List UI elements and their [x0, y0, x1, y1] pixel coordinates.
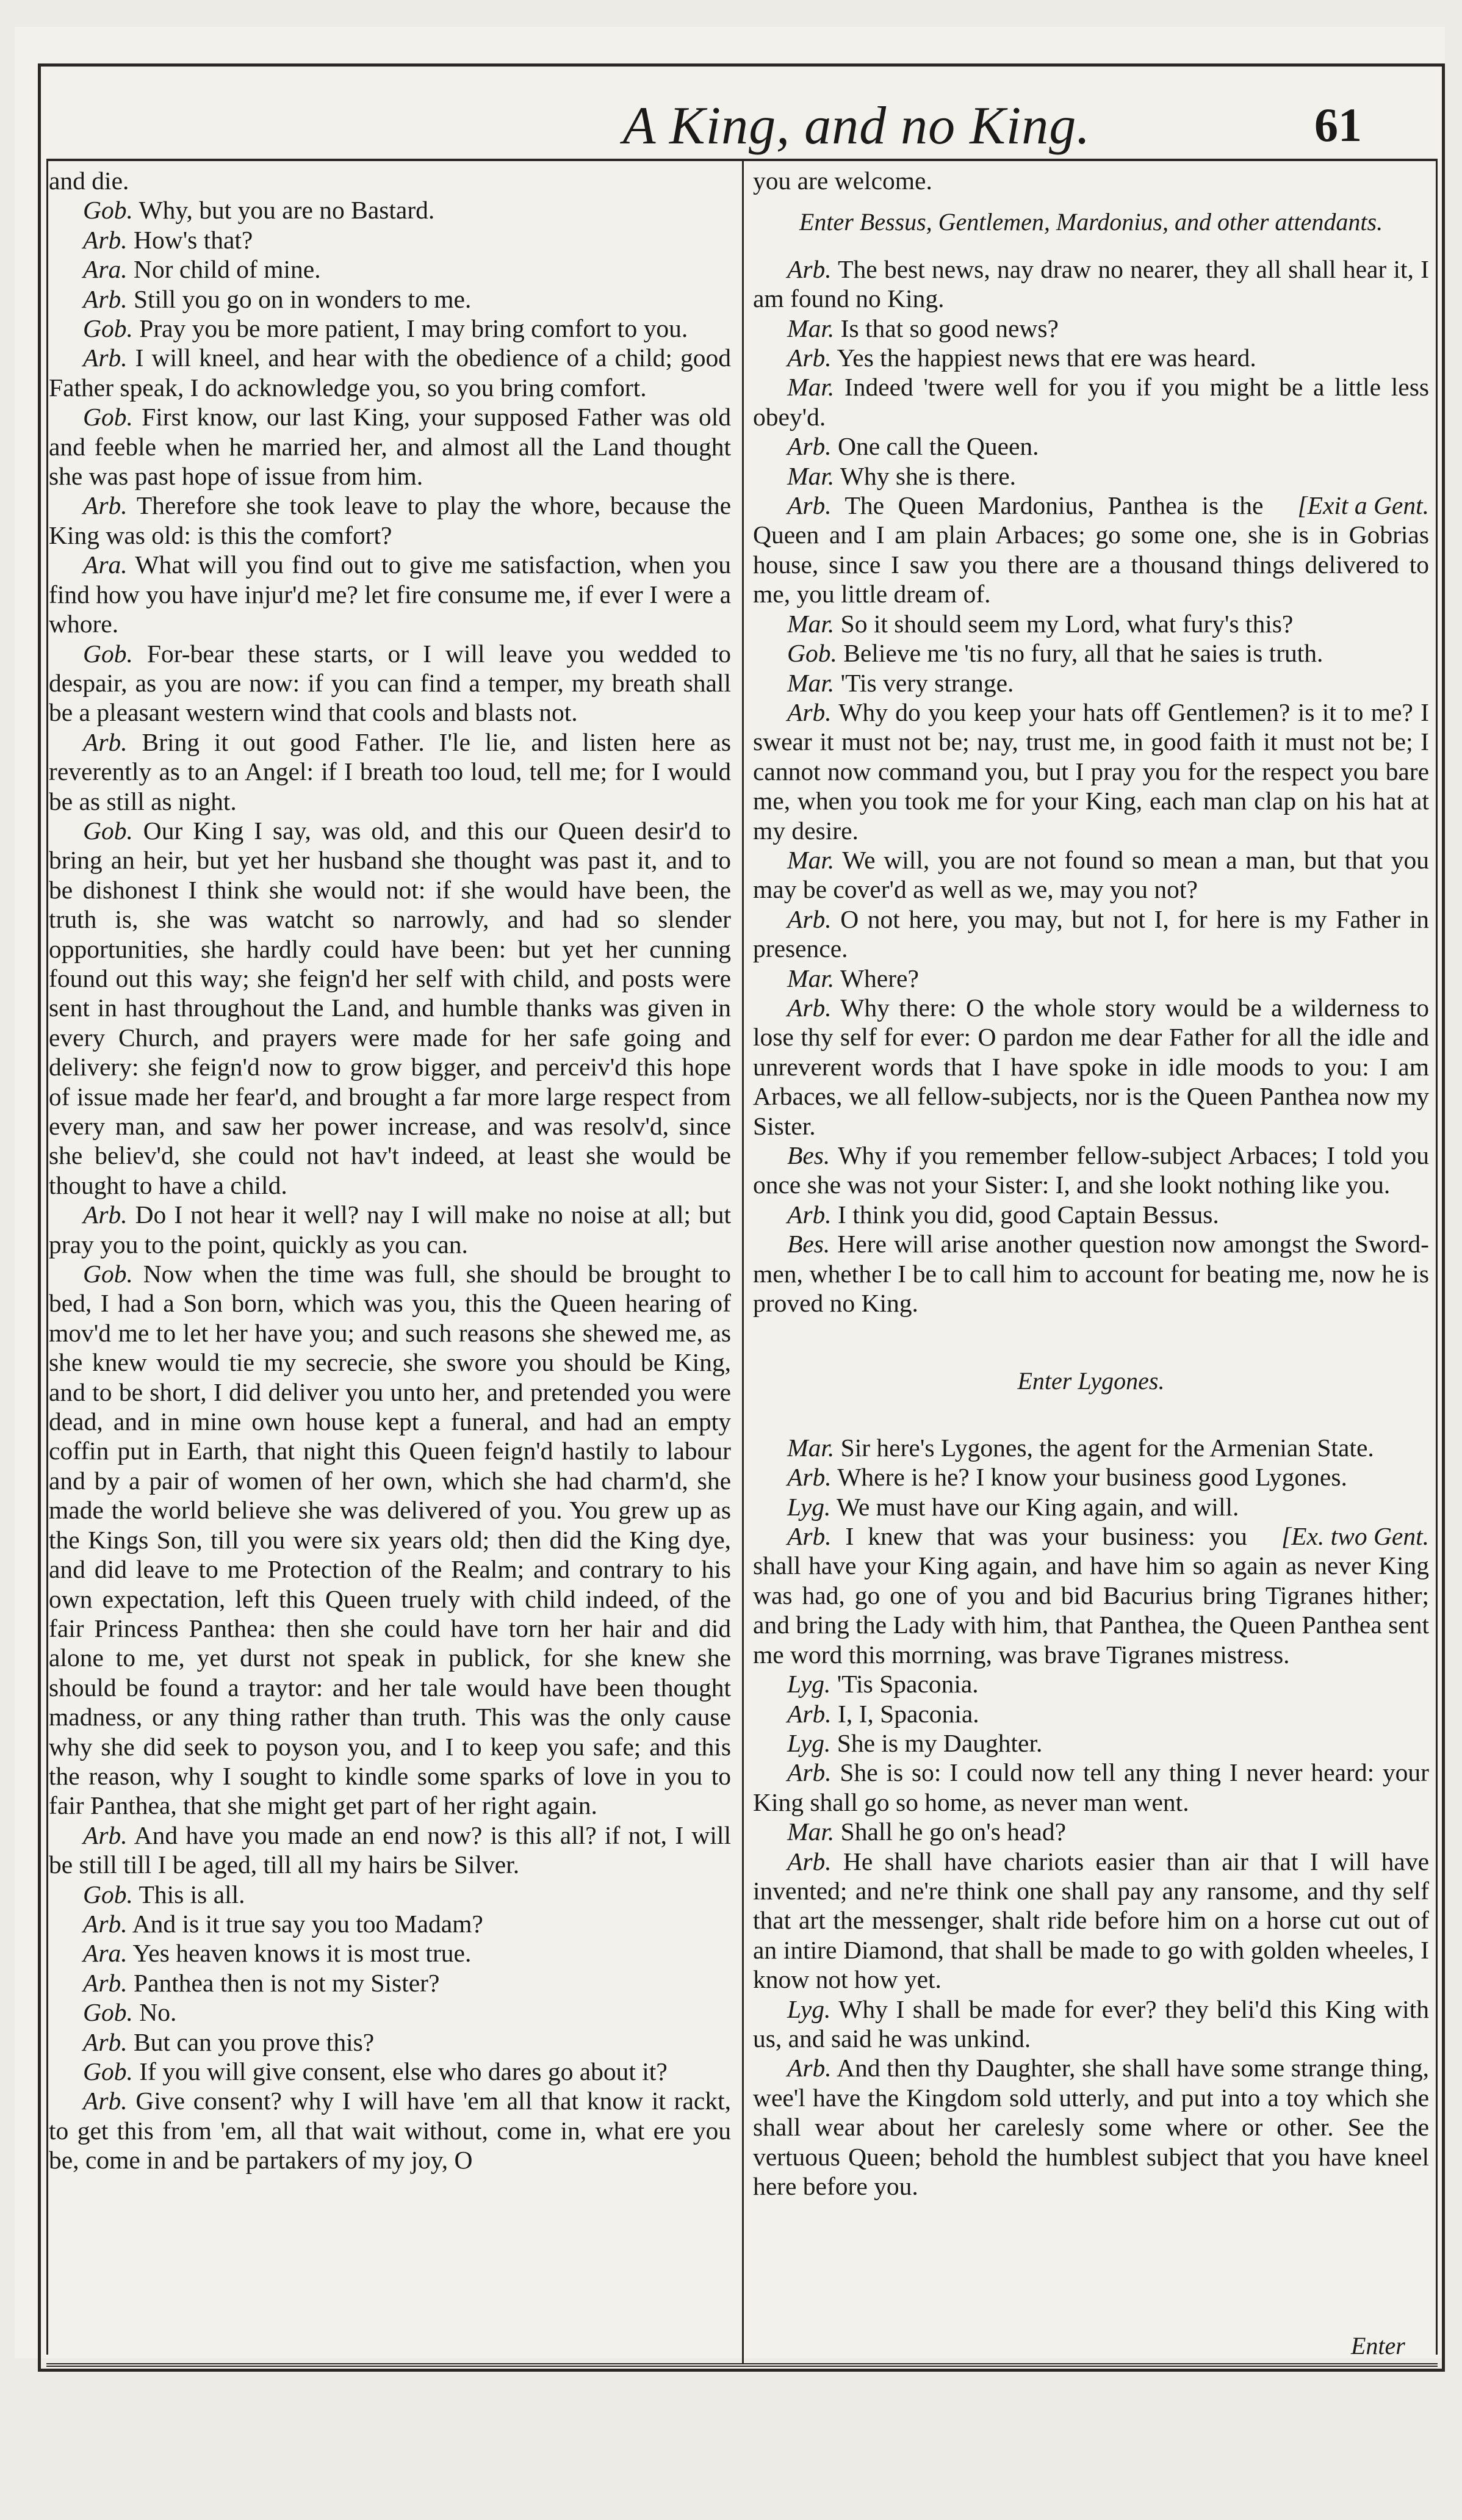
speaker-prefix: Arb. — [83, 225, 128, 254]
speech-line — [49, 639, 731, 727]
speech-line — [753, 1699, 1429, 1728]
speech-line — [49, 1998, 731, 2027]
speaker-prefix: Mar. — [787, 964, 835, 992]
speech-line — [49, 314, 731, 343]
speech-text: Do I not hear it well? nay I will make no noise at all; but pray you to the point, quickly as you can. — [49, 1200, 731, 1258]
speaker-prefix: Lyg. — [787, 1670, 831, 1699]
speech-text: Our King I say, was old, and this our Queen desir'd to bring an heir, but yet her husband she thought was past it, and to be dishonest I think she would not: if she would have been, the truth is, she was watcht so narrowly, and had so slender opportunities, she hardly could have been: but yet her cunning found out this way; she feign'd her self with child, and posts were sent in hast throughout the Land, and humble thanks was given in every Church, and prayers were made for her safe going and delivery: she feign'd now to grow bigger, and perceiv'd this hope of issue made her fear'd, and brought a far more large respect from every man, and saw her power increase, and was resolv'd, since she believ'd, she could not hav't indeed, at least she would be thought to have a child. — [49, 816, 731, 1199]
speech-text: O not here, you may, but not I, for here is my Father in presence. — [753, 904, 1429, 963]
continuation-line: you are welcome. — [753, 167, 932, 195]
speaker-prefix: Mar. — [787, 461, 835, 490]
speech-text: I knew that was your business: you shall have your King again, and have him so again as never King was had, go one of you and bid Bacurius bring Tigranes hither; and bring the Lady with him, that Panthea, the Queen Panthea sent me word this morrning, was brave Tigranes mistress. — [753, 1522, 1429, 1669]
speaker-prefix: Arb. — [787, 2054, 832, 2082]
speaker-prefix: Arb. — [787, 993, 832, 1022]
speech-text: I will kneel, and hear with the obedience of a child; good Father speak, I do acknowledge you, so you bring comfort. — [49, 344, 731, 402]
speaker-prefix: Mar. — [787, 668, 835, 697]
speaker-prefix: Arb. — [83, 1200, 128, 1229]
stage-direction: Enter Lygones. — [1017, 1367, 1165, 1395]
speaker-prefix: Gob. — [83, 1998, 133, 2027]
speech-block — [753, 255, 1429, 1318]
speech-text: Still you go on in wonders to me. — [127, 284, 472, 313]
speech-text: But can you prove this? — [127, 2027, 375, 2056]
exit-direction: [Exit a Gent. — [1297, 491, 1429, 520]
speech-text: Bring it out good Father. I'le lie, and listen here as reverently as to an Angel: if I breath too loud, tell me; for I would be as still as night. — [49, 727, 731, 815]
speaker-prefix: Mar. — [787, 314, 835, 342]
speech-text: 'Tis Spaconia. — [830, 1670, 979, 1699]
speech-text: Yes the happiest news that ere was heard. — [831, 344, 1256, 372]
speech-line — [49, 1200, 731, 1259]
speech-text: Panthea then is not my Sister? — [127, 1968, 440, 1997]
speech-line — [753, 1669, 1429, 1699]
speaker-prefix: Arb. — [83, 1821, 128, 1849]
speaker-prefix: Mar. — [787, 1433, 835, 1462]
running-title: A King, and no King. — [622, 96, 1091, 156]
speech-line — [49, 284, 731, 314]
footer-rule — [46, 2363, 1438, 2367]
speaker-prefix: Bes. — [787, 1141, 830, 1169]
speaker-prefix: Ara. — [83, 255, 128, 284]
speech-line — [753, 491, 1429, 609]
speech-text: and die. — [49, 167, 129, 195]
speech-line — [753, 698, 1429, 845]
speaker-prefix: Gob. — [83, 1880, 133, 1908]
speaker-prefix: Arb. — [83, 344, 128, 372]
speech-text: Is that so good news? — [834, 314, 1059, 342]
speaker-prefix: Mar. — [787, 373, 835, 402]
speech-text: If you will give consent, else who dares go about it? — [132, 2057, 668, 2085]
speech-line — [753, 1522, 1429, 1669]
speech-line — [49, 1909, 731, 1938]
speech-text: What will you find out to give me satisfaction, when you find how you have injur'd me? let fire consume me, if ever I were a whore. — [49, 551, 731, 638]
speech-line — [753, 904, 1429, 964]
speech-text: No. — [132, 1998, 177, 2027]
speech-line — [753, 2053, 1429, 2201]
speaker-prefix: Arb. — [787, 1463, 832, 1492]
speech-line — [49, 1968, 731, 1998]
speech-line — [49, 491, 731, 550]
speech-text: She is so: I could now tell any thing I never heard: your King shall go so home, as never man went. — [753, 1758, 1429, 1816]
speech-text: Therefore she took leave to play the whore, because the King was old: is this the comfort? — [49, 491, 731, 549]
exit-direction: [Ex. two Gent. — [1281, 1522, 1429, 1551]
speaker-prefix: Arb. — [787, 432, 832, 461]
speech-text: Pray you be more patient, I may bring comfort to you. — [132, 314, 688, 343]
catchword: Enter — [1351, 2332, 1405, 2359]
speaker-prefix: Gob. — [787, 639, 837, 668]
speech-text: Why she is there. — [834, 461, 1016, 490]
speech-line — [49, 225, 731, 255]
speaker-prefix: Lyg. — [787, 1492, 831, 1521]
speaker-prefix: Mar. — [787, 609, 835, 638]
speech-line — [753, 668, 1429, 698]
speech-line — [753, 1728, 1429, 1758]
speech-line — [753, 343, 1429, 372]
left-column — [49, 166, 731, 2175]
speaker-prefix: Gob. — [83, 639, 133, 668]
speaker-prefix: Lyg. — [787, 1728, 831, 1757]
speech-line — [49, 195, 731, 225]
stage-direction: Enter Bessus, Gentlemen, Mardonius, and other attendants. — [799, 208, 1383, 236]
speech-line — [753, 255, 1429, 314]
speech-line — [49, 816, 731, 1200]
speech-text: We will, you are not found so mean a man, but that you may be cover'd as well as we, may you not? — [753, 845, 1429, 904]
speech-text: 'Tis very strange. — [834, 668, 1014, 697]
speech-line — [753, 1758, 1429, 1817]
speaker-prefix: Arb. — [83, 491, 128, 520]
speech-line — [753, 964, 1429, 993]
speech-line — [49, 166, 731, 195]
speech-line — [753, 1200, 1429, 1229]
speaker-prefix: Arb. — [83, 2027, 128, 2056]
speaker-prefix: Arb. — [787, 255, 832, 283]
speech-text: Where? — [834, 964, 919, 992]
speaker-prefix: Mar. — [787, 845, 835, 874]
speech-block — [753, 1433, 1429, 2201]
speech-line — [753, 993, 1429, 1141]
speech-text: Why, but you are no Bastard. — [132, 196, 435, 225]
speech-line — [753, 1817, 1429, 1846]
speaker-prefix: Gob. — [83, 2057, 133, 2085]
speaker-prefix: Arb. — [787, 1522, 832, 1551]
speaker-prefix: Arb. — [787, 1699, 832, 1728]
speech-text: She is my Daughter. — [830, 1728, 1043, 1757]
speaker-prefix: Gob. — [83, 314, 133, 343]
speech-line — [753, 372, 1429, 431]
speech-line — [49, 2027, 731, 2057]
speaker-prefix: Ara. — [83, 551, 128, 579]
speaker-prefix: Arb. — [787, 491, 832, 520]
page-number: 61 — [1314, 98, 1362, 151]
speech-line — [49, 1259, 731, 1821]
speech-text: First know, our last King, your supposed Father was old and feeble when he married her, and almost all the Land thought she was past hope of issue from him. — [49, 403, 731, 491]
book-page — [15, 27, 1445, 2358]
speech-text: Now when the time was full, she should be brought to bed, I had a Son born, which was you, this the Queen hearing of mov'd me to let her have you; and such reasons she shewed me, as she knew would tie my secrecie, she swore you should be King, and to be short, I did deliver you unto her, and pretended you were dead, and in mine own house kept a funeral, and had an empty coffin put in Earth, that night this Queen feign'd hastily to labour and by a pair of women of her own, which she had charm'd, she made the world believe she was delivered of you. You grew up as the Kings Son, till you were six years old; then did the King dye, and did leave to me Protection of the Realm; and contrary to his own expectation, left this Queen truely with child indeed, of the fair Princess Panthea: then she could have torn her hair and did alone to me, yet durst not speak in publick, for she knew she should be found a traytor: and her tale would have been thought madness, or any thing rather than truth. This was the only cause why she did seek to poyson you, and I to keep you safe; and this the reason, why I sought to kindle some sparks of love in you to fair Panthea, that she might get part of her right again. — [49, 1260, 731, 1820]
speech-text: And is it true say you too Madam? — [127, 1909, 483, 1938]
speech-text: The best news, nay draw no nearer, they all shall hear it, I am found no King. — [753, 255, 1429, 313]
speech-text: Why I shall be made for ever? they beli'd this King with us, and said he was unkind. — [753, 1995, 1429, 2052]
speech-text: Where is he? I know your business good Lygones. — [831, 1463, 1347, 1492]
speech-text: Indeed 'twere well for you if you might be a little less obey'd. — [753, 373, 1429, 431]
speech-line — [753, 1995, 1429, 2054]
speech-line — [49, 727, 731, 816]
speech-text: For-bear these starts, or I will leave you wedded to despair, as you are now: if you can find a temper, my breath shall be a pleasant western wind that cools and blasts not. — [49, 639, 731, 727]
speech-line — [49, 2057, 731, 2086]
speech-line — [753, 1433, 1429, 1462]
speech-text: So it should seem my Lord, what fury's this? — [834, 609, 1294, 638]
speaker-prefix: Arb. — [787, 1847, 832, 1876]
speaker-prefix: Gob. — [83, 1260, 133, 1288]
speech-text: Why there: O the whole story would be a wilderness to lose thy self for ever: O pardon me dear Father for all the idle and unreverent words that I have spoke in idle moods to you: I am Arbaces, we all fellow-subjects, nor is the Queen Panthea now my Sister. — [753, 993, 1429, 1140]
speech-text: Believe me 'tis no fury, all that he saies is truth. — [837, 639, 1323, 668]
speech-line — [49, 343, 731, 402]
speech-line — [49, 2086, 731, 2175]
speaker-prefix: Arb. — [83, 727, 128, 756]
speech-line — [753, 609, 1429, 638]
speech-line — [753, 1492, 1429, 1522]
speech-text: And have you made an end now? is this all? if not, I will be still till I be aged, till all my hairs be Silver. — [49, 1821, 731, 1879]
speech-text: Yes heaven knows it is most true. — [127, 1939, 472, 1968]
speech-text: Shall he go on's head? — [834, 1818, 1066, 1846]
speaker-prefix: Arb. — [83, 284, 128, 313]
speech-line — [49, 402, 731, 491]
speaker-prefix: Arb. — [83, 1968, 128, 1997]
speech-line — [753, 314, 1429, 343]
speech-line — [753, 1462, 1429, 1492]
speech-line — [753, 1847, 1429, 1995]
speech-line — [753, 638, 1429, 668]
speech-text: And then thy Daughter, she shall have some strange thing, wee'l have the Kingdom sold utterly, and put into a toy which she shall wear about her carelesly some where or other. See the vertuous Queen; behold the humblest subject that you have kneel here before you. — [753, 2054, 1429, 2200]
speaker-prefix: Arb. — [787, 344, 832, 372]
column-divider — [742, 159, 744, 2363]
speaker-prefix: Arb. — [787, 904, 832, 933]
speaker-prefix: Gob. — [83, 816, 133, 845]
speaker-prefix: Arb. — [83, 2087, 128, 2115]
speech-text: The Queen Mardonius, Panthea is the Queen and I am plain Arbaces; go some one, she is in Gobrias house, since I saw you there are a thousand things delivered to me, you little dream of. — [753, 491, 1429, 608]
speech-text: Why do you keep your hats off Gentlemen? is it to me? I swear it must not be; nay, trust me, in good faith it must not be; I cannot now command you, but I pray you for the respect you bare me, when you took me for your King, each man clap on his hat at my desire. — [753, 698, 1429, 845]
speaker-prefix: Ara. — [83, 1939, 128, 1968]
speech-line — [753, 1141, 1429, 1200]
speech-text: Nor child of mine. — [127, 255, 321, 284]
speaker-prefix: Arb. — [787, 698, 832, 726]
speech-text: Here will arise another question now amongst the Sword-men, whether I be to call him to account for beating me, now he is proved no King. — [753, 1230, 1429, 1318]
speech-line — [49, 1938, 731, 1968]
speaker-prefix: Gob. — [83, 403, 133, 431]
speech-line — [49, 550, 731, 638]
speech-text: One call the Queen. — [831, 432, 1039, 461]
speech-text: I think you did, good Captain Bessus. — [831, 1200, 1219, 1229]
speech-line — [49, 255, 731, 284]
right-column — [753, 166, 1429, 2201]
speech-text: Why if you remember fellow-subject Arbaces; I told you once she was not your Sister: I, and she lookt nothing like you. — [753, 1141, 1429, 1199]
speech-line — [49, 1821, 731, 1880]
speaker-prefix: Lyg. — [787, 1995, 831, 2023]
speaker-prefix: Arb. — [83, 1909, 128, 1938]
speaker-prefix: Gob. — [83, 196, 133, 225]
speech-line — [753, 1229, 1429, 1318]
speech-line — [49, 1880, 731, 1909]
speaker-prefix: Arb. — [787, 1200, 832, 1229]
speech-line — [753, 461, 1429, 491]
speaker-prefix: Bes. — [787, 1230, 830, 1258]
speech-text: Give consent? why I will have 'em all that know it rackt, to get this from 'em, all that wait without, come in, what ere you be, come in and be partakers of my joy, O — [49, 2087, 731, 2175]
speech-text: Sir here's Lygones, the agent for the Armenian State. — [834, 1433, 1374, 1462]
speaker-prefix: Arb. — [787, 1758, 832, 1787]
speech-text: I, I, Spaconia. — [831, 1699, 979, 1728]
speech-line — [753, 431, 1429, 461]
speech-text: How's that? — [127, 225, 253, 254]
speech-line — [753, 845, 1429, 904]
speaker-prefix: Mar. — [787, 1818, 835, 1846]
speech-text: We must have our King again, and will. — [830, 1492, 1239, 1521]
speech-text: This is all. — [132, 1880, 245, 1908]
speech-text: He shall have chariots easier than air that I will have invented; and ne're think one shall pay any ransome, and thy self that art the messenger, shalt ride before him on a horse cut out of an intire Diamond, that shall be made to go with golden wheeles, I know not how yet. — [753, 1847, 1429, 1994]
